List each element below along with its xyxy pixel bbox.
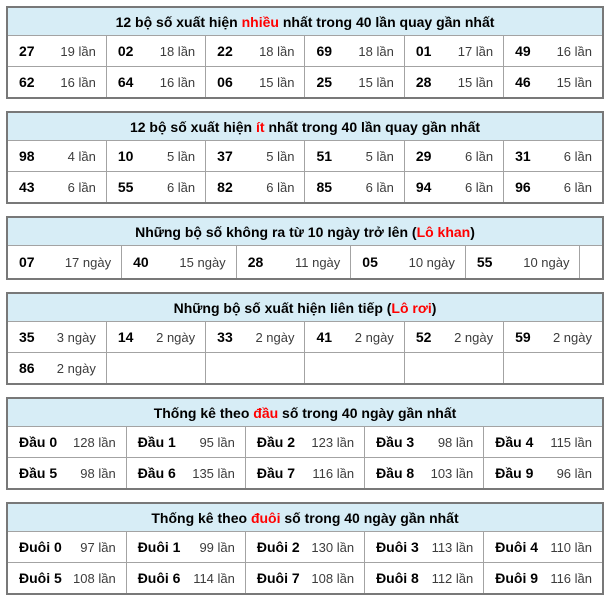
number-count-cell [351, 246, 466, 280]
pair-number: 94 [415, 179, 432, 195]
stats-table-lo-roi [6, 292, 604, 385]
number-count-cell [305, 67, 404, 99]
pair-count: 103 lần [430, 465, 474, 481]
table-row [7, 36, 603, 67]
stats-table-least-frequent [6, 111, 604, 204]
pair-count: 15 ngày [179, 254, 226, 270]
number-count-cell [7, 532, 126, 563]
number-count-cell [126, 427, 245, 458]
pair-count: 99 lần [199, 539, 235, 555]
pair-count: 130 lần [311, 539, 355, 555]
number-count-cell [504, 172, 603, 204]
table-row [7, 353, 603, 385]
stats-tables-container [6, 6, 604, 595]
stats-table-dau-stats [6, 397, 604, 490]
pair-number: 55 [476, 254, 493, 270]
pair-number: 69 [316, 43, 333, 59]
number-count-cell [7, 563, 126, 595]
pair-count: 6 lần [266, 179, 295, 195]
pair-number: 25 [316, 74, 333, 90]
number-count-cell [365, 563, 484, 595]
pair-count: 10 ngày [408, 254, 455, 270]
pair-count: 97 lần [80, 539, 116, 555]
title-text-segment: Thống kê theo [153, 404, 254, 421]
number-count-cell [122, 246, 237, 280]
pair-count: 96 lần [556, 465, 592, 481]
pair-number: 31 [515, 148, 531, 164]
pair-count: 19 lần [60, 43, 96, 59]
number-count-cell [365, 427, 484, 458]
pair-number: Đuôi 7 [256, 570, 300, 586]
pair-number: Đầu 7 [256, 465, 295, 481]
number-count-cell [206, 322, 305, 353]
pair-count: 6 lần [67, 179, 96, 195]
title-text-segment: số trong 40 ngày gần nhất [280, 509, 459, 526]
table-row [7, 458, 603, 490]
pair-number: 33 [217, 329, 233, 345]
pair-number: Đuôi 1 [137, 539, 181, 555]
number-count-cell [305, 36, 404, 67]
pair-count: 16 lần [60, 74, 96, 90]
pair-count: 15 lần [457, 74, 494, 90]
pair-count: 128 lần [73, 434, 116, 450]
pair-number: 62 [19, 74, 35, 90]
pair-count: 16 lần [556, 43, 592, 59]
title-text-segment: 12 bộ số xuất hiện [129, 118, 256, 135]
pair-count: 5 lần [365, 148, 394, 164]
pair-number: 07 [19, 254, 35, 270]
table-title-lo-khan [7, 217, 603, 246]
number-count-cell [7, 458, 126, 490]
number-count-cell [404, 353, 503, 385]
pair-number: Đầu 9 [495, 465, 534, 481]
pair-count: 2 ngày [156, 329, 196, 345]
pair-number: Đầu 3 [376, 434, 415, 450]
number-count-cell [465, 246, 580, 280]
pair-number: Đầu 6 [137, 465, 176, 481]
pair-count: 6 lần [563, 179, 592, 195]
pair-count: 108 lần [311, 570, 355, 586]
pair-count: 108 lần [73, 570, 116, 586]
number-count-cell [305, 353, 404, 385]
title-text-segment: Những bộ số xuất hiện liên tiếp ( [173, 299, 392, 316]
pair-count: 5 lần [166, 148, 196, 164]
number-count-cell [305, 141, 404, 172]
pair-count: 98 lần [437, 434, 474, 450]
pair-number: 10 [117, 148, 134, 164]
number-count-cell [7, 141, 106, 172]
pair-count: 113 lần [431, 539, 474, 555]
number-count-cell [106, 172, 205, 204]
number-count-cell [404, 141, 503, 172]
pair-number: 43 [19, 179, 35, 195]
pair-count: 17 lần [457, 43, 494, 59]
number-count-cell [7, 67, 106, 99]
number-count-cell [7, 427, 126, 458]
pair-number: 28 [415, 74, 432, 90]
number-count-cell [106, 141, 205, 172]
title-text-segment: ) [470, 223, 475, 240]
pair-number: Đầu 8 [376, 465, 415, 481]
pair-number: Đuôi 2 [256, 539, 300, 555]
number-count-cell [7, 36, 106, 67]
number-count-cell [484, 563, 603, 595]
number-count-cell [305, 172, 404, 204]
pair-number: 01 [415, 43, 432, 59]
pair-count: 10 ngày [523, 254, 570, 270]
table-title-least-frequent [7, 112, 603, 141]
number-count-cell [7, 246, 122, 280]
number-count-cell [365, 458, 484, 490]
number-count-cell [106, 36, 205, 67]
pair-count: 16 lần [159, 74, 196, 90]
table-row [7, 322, 603, 353]
pair-count: 18 lần [159, 43, 196, 59]
stats-table-duoi-stats [6, 502, 604, 595]
pair-number: Đầu 4 [495, 434, 534, 450]
pair-number: Đuôi 8 [376, 570, 419, 586]
stats-table-most-frequent [6, 6, 604, 99]
number-count-cell [504, 141, 603, 172]
number-count-cell [504, 36, 603, 67]
number-count-cell [126, 563, 245, 595]
pair-count: 2 ngày [552, 329, 592, 345]
number-count-cell [126, 458, 245, 490]
pair-number: Đầu 0 [19, 434, 58, 450]
pair-count: 6 lần [166, 179, 196, 195]
pair-number: 86 [19, 360, 35, 376]
pair-count: 2 ngày [255, 329, 295, 345]
title-highlight-word: nhiều [241, 13, 279, 30]
pair-number: 51 [316, 148, 333, 164]
title-highlight-word: đầu [253, 404, 279, 421]
pair-count: 18 lần [259, 43, 295, 59]
pair-number: 96 [515, 179, 531, 195]
pair-count: 6 lần [464, 148, 494, 164]
pair-count: 110 lần [550, 539, 592, 555]
number-count-cell [236, 246, 351, 280]
number-count-cell [404, 67, 503, 99]
number-count-cell [404, 322, 503, 353]
number-count-cell [484, 458, 603, 490]
pair-number: 22 [217, 43, 233, 59]
number-count-cell [484, 427, 603, 458]
number-count-cell [206, 36, 305, 67]
pair-count: 15 lần [358, 74, 394, 90]
pair-number: 14 [117, 329, 134, 345]
table-row [7, 427, 603, 458]
table-row [7, 172, 603, 204]
pair-count: 18 lần [358, 43, 394, 59]
title-highlight-word: Lô rơi [391, 299, 432, 316]
title-text-segment: ) [431, 299, 437, 316]
pair-count: 3 ngày [56, 329, 96, 345]
pair-number: 55 [117, 179, 134, 195]
pair-number: 28 [247, 254, 264, 270]
pair-number: Đuôi 4 [495, 539, 539, 555]
pair-count: 116 lần [550, 570, 592, 586]
pair-count: 95 lần [199, 434, 235, 450]
pair-count: 123 lần [311, 434, 355, 450]
pair-count: 2 ngày [354, 329, 394, 345]
number-count-cell [106, 322, 205, 353]
title-highlight-word: Lô khan [416, 223, 471, 240]
pair-number: Đuôi 6 [137, 570, 181, 586]
number-count-cell [404, 172, 503, 204]
pair-number: Đuôi 9 [495, 570, 539, 586]
number-count-cell [245, 458, 364, 490]
empty-cell [580, 246, 603, 280]
number-count-cell [484, 532, 603, 563]
table-row [7, 246, 603, 280]
number-count-cell [504, 67, 603, 99]
number-count-cell [7, 322, 106, 353]
pair-count: 15 lần [556, 74, 592, 90]
pair-count: 4 lần [67, 148, 96, 164]
pair-number: 85 [316, 179, 333, 195]
number-count-cell [7, 172, 106, 204]
pair-count: 15 lần [259, 74, 295, 90]
pair-number: Đuôi 0 [19, 539, 62, 555]
number-count-cell [206, 172, 305, 204]
title-text-segment: nhất trong 40 lần quay gần nhất [278, 13, 495, 30]
title-highlight-word: ít [256, 118, 265, 135]
pair-count: 114 lần [193, 570, 235, 586]
pair-number: 06 [217, 74, 233, 90]
pair-number: 52 [415, 329, 432, 345]
pair-number: 35 [19, 329, 35, 345]
pair-count: 17 ngày [64, 254, 112, 270]
title-text-segment: số trong 40 ngày gần nhất [278, 404, 457, 421]
pair-number: Đuôi 5 [19, 570, 62, 586]
pair-count: 6 lần [563, 148, 592, 164]
table-title-lo-roi [7, 293, 603, 322]
pair-number: 37 [217, 148, 233, 164]
pair-number: 05 [362, 254, 378, 270]
pair-count: 98 lần [80, 465, 116, 481]
number-count-cell [126, 532, 245, 563]
pair-number: Đầu 2 [256, 434, 295, 450]
pair-number: 41 [316, 329, 333, 345]
pair-count: 5 lần [266, 148, 295, 164]
title-text-segment: Những bộ số không ra từ 10 ngày trở lên ( [135, 223, 417, 240]
pair-number: 02 [117, 43, 134, 59]
pair-count: 11 ngày [294, 254, 341, 270]
number-count-cell [245, 427, 364, 458]
number-count-cell [106, 67, 205, 99]
pair-count: 6 lần [365, 179, 394, 195]
pair-number: 82 [217, 179, 233, 195]
pair-number: 98 [19, 148, 35, 164]
number-count-cell [404, 36, 503, 67]
pair-count: 112 lần [431, 570, 474, 586]
number-count-cell [7, 353, 106, 385]
number-count-cell [365, 532, 484, 563]
table-title-dau-stats [7, 398, 603, 427]
number-count-cell [245, 532, 364, 563]
table-row [7, 67, 603, 99]
pair-number: 46 [515, 74, 531, 90]
number-count-cell [206, 67, 305, 99]
number-count-cell [245, 563, 364, 595]
pair-number: 49 [515, 43, 531, 59]
stats-table-lo-khan [6, 216, 604, 280]
pair-number: 29 [415, 148, 432, 164]
pair-count: 6 lần [464, 179, 494, 195]
number-count-cell [305, 322, 404, 353]
pair-number: Đuôi 3 [376, 539, 419, 555]
pair-number: Đầu 1 [137, 434, 176, 450]
title-text-segment: Thống kê theo [151, 509, 251, 526]
pair-number: 64 [117, 74, 134, 90]
pair-number: 59 [515, 329, 531, 345]
pair-number: 40 [133, 254, 149, 270]
number-count-cell [504, 353, 603, 385]
table-row [7, 141, 603, 172]
table-title-duoi-stats [7, 503, 603, 532]
number-count-cell [206, 353, 305, 385]
pair-number: 27 [19, 43, 35, 59]
table-title-most-frequent [7, 7, 603, 36]
title-text-segment: 12 bộ số xuất hiện [115, 13, 242, 30]
table-row [7, 563, 603, 595]
pair-number: Đầu 5 [19, 465, 58, 481]
number-count-cell [206, 141, 305, 172]
title-highlight-word: đuôi [250, 509, 281, 526]
pair-count: 2 ngày [454, 329, 494, 345]
table-row [7, 532, 603, 563]
pair-count: 135 lần [192, 465, 235, 481]
number-count-cell [106, 353, 205, 385]
pair-count: 115 lần [550, 434, 592, 450]
number-count-cell [504, 322, 603, 353]
title-text-segment: nhất trong 40 lần quay gần nhất [264, 118, 481, 135]
pair-count: 2 ngày [56, 360, 96, 376]
pair-count: 116 lần [312, 465, 355, 481]
